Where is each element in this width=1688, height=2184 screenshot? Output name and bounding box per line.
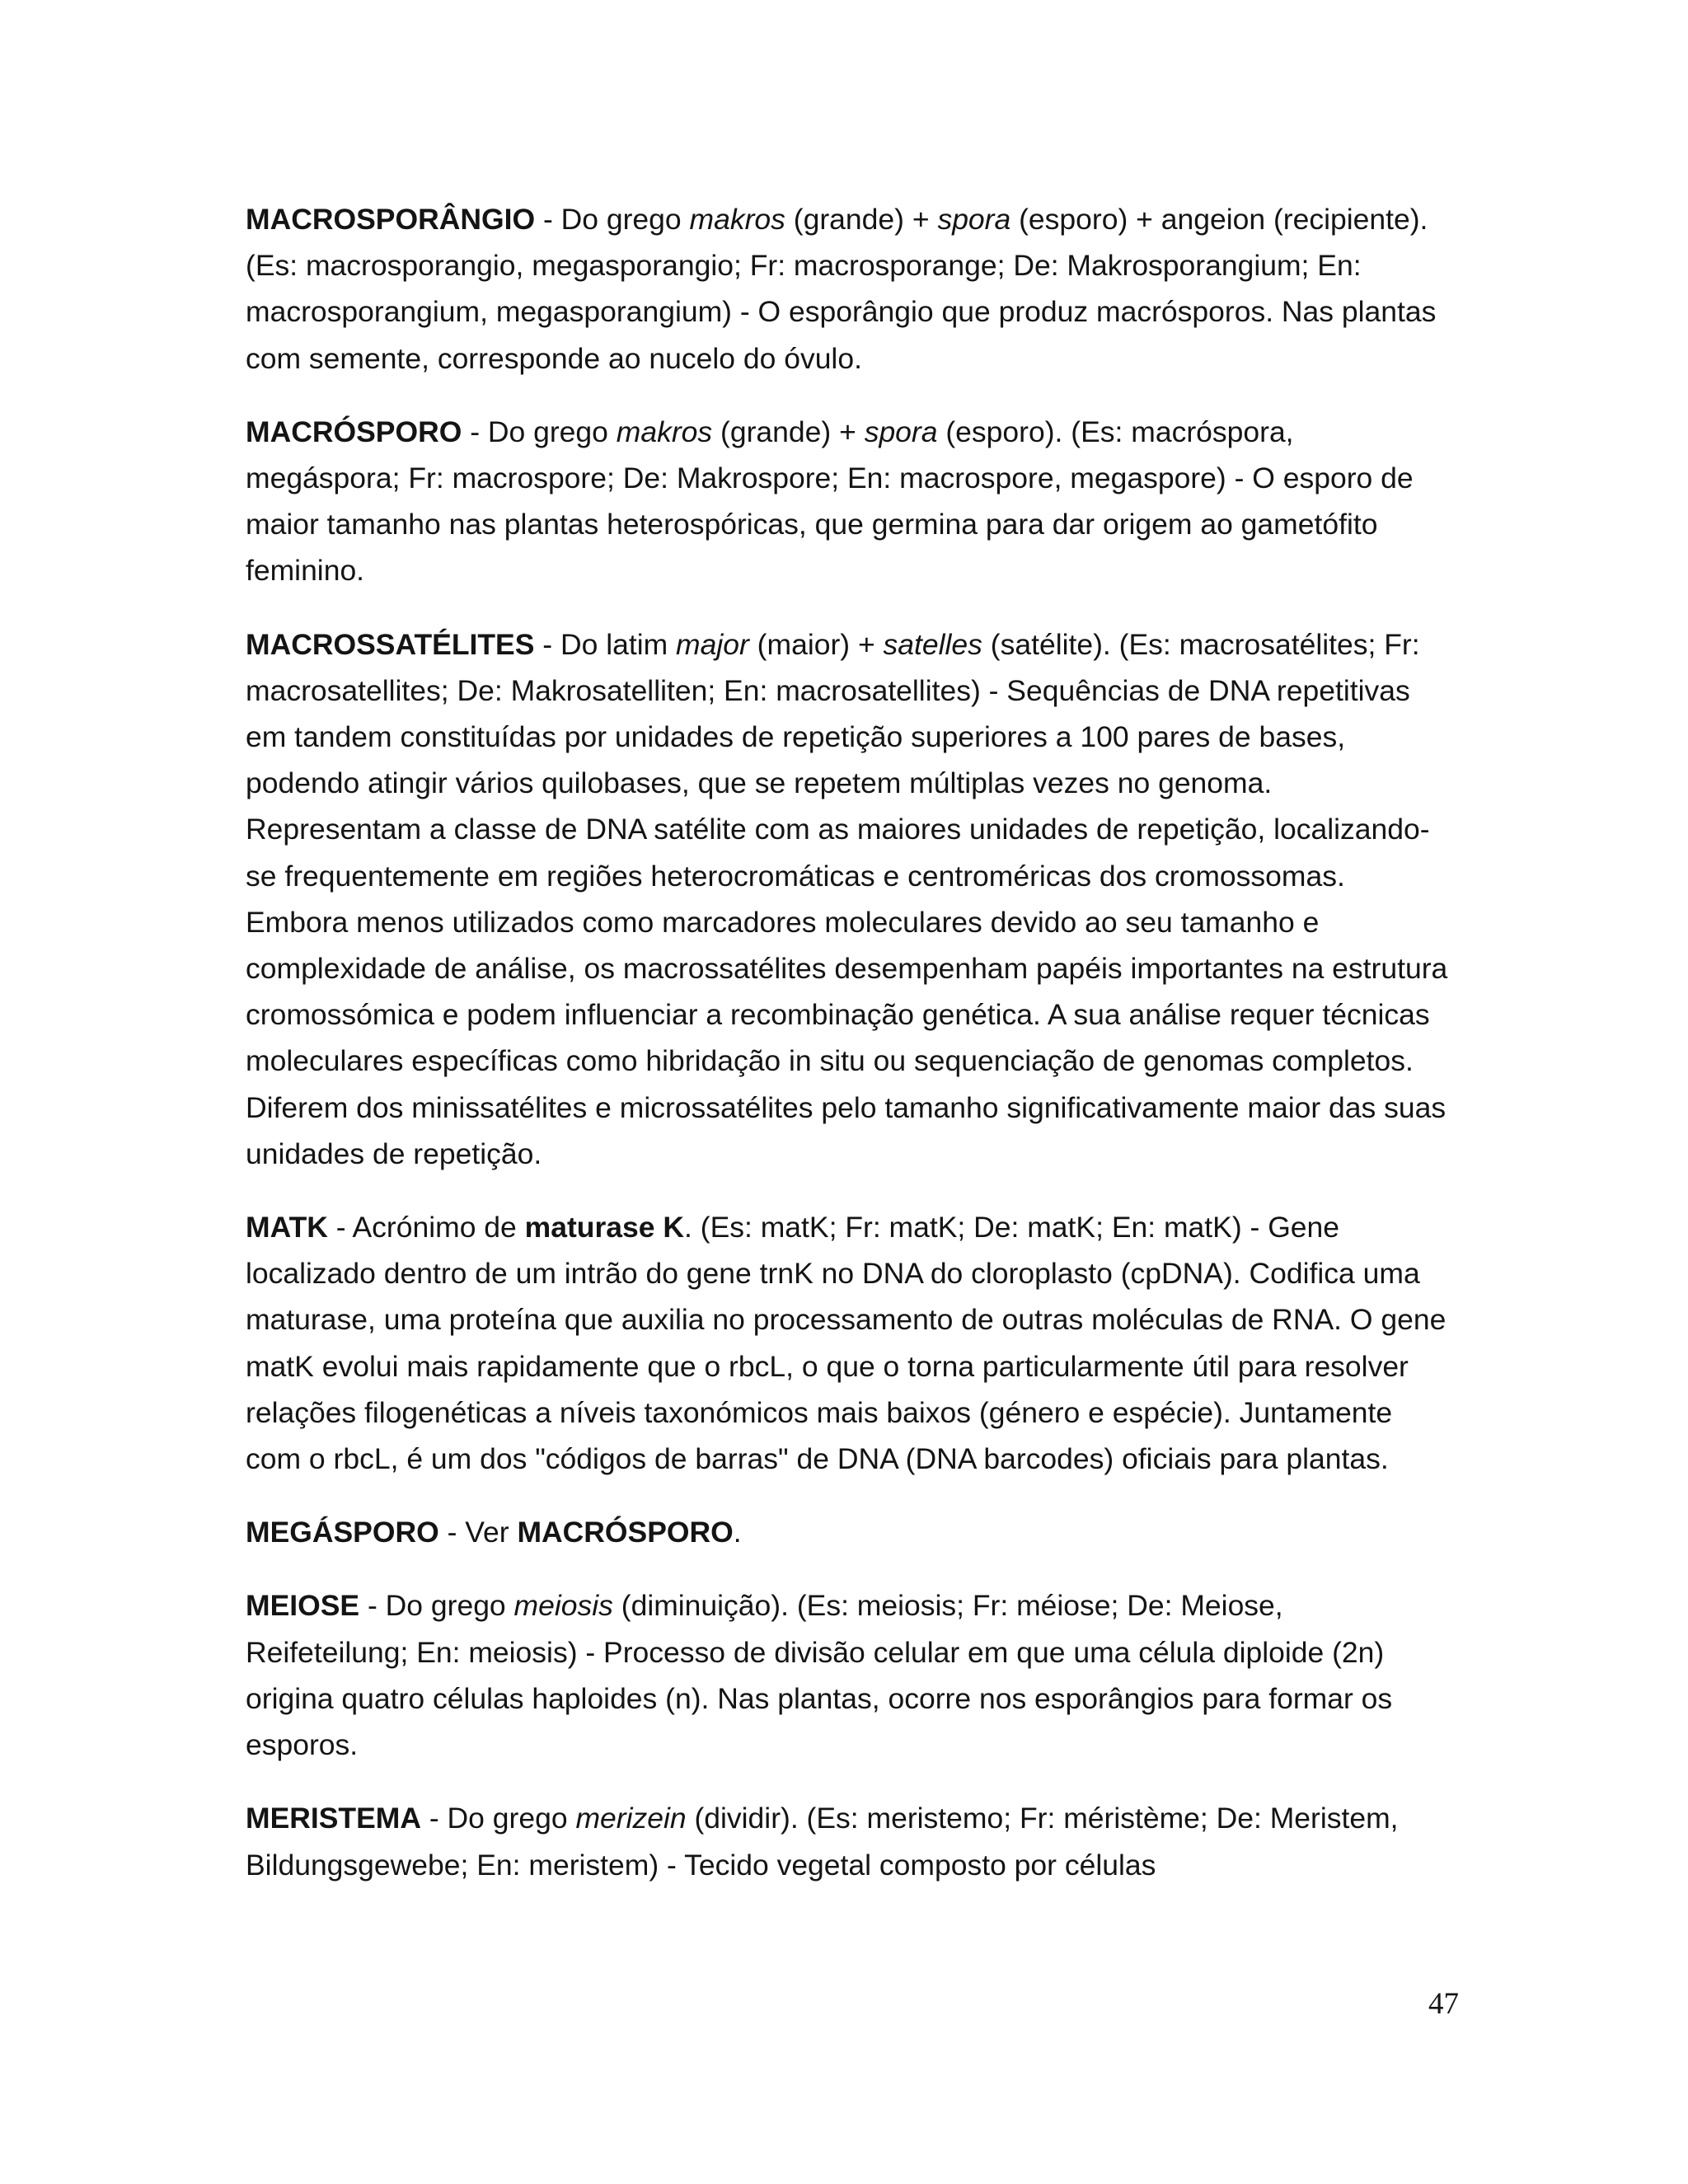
entry-text: - Do grego — [535, 203, 690, 236]
entry-text: (esporo). (Es: macróspora, megáspora; Fr: macrospore; De: Makrospore; En: macrospore, megaspore) - O esporo de maior tamanho nas plantas heterospóricas, que germina para dar origem ao gametófito feminino. — [246, 415, 1414, 588]
entry-text: - Ver — [438, 1516, 518, 1549]
glossary-entry-macrosporo — [246, 409, 1449, 594]
glossary-content — [246, 196, 1449, 1915]
entry-cross-reference: MACRÓSPORO — [517, 1516, 734, 1549]
entry-etymology-italic: major — [676, 627, 749, 661]
entry-text: (grande) + — [785, 203, 938, 236]
entry-term: MACRÓSPORO — [246, 415, 462, 448]
glossary-entry-matk — [246, 1204, 1449, 1482]
glossary-entry-meiose — [246, 1582, 1449, 1768]
glossary-entry-meristema — [246, 1795, 1449, 1887]
entry-term: MEGÁSPORO — [246, 1516, 439, 1549]
entry-etymology-italic: spora — [864, 415, 938, 448]
entry-text: (dividir). (Es: meristemo; Fr: méristème; De: Meristem, Bildungsgewebe; En: meristem) - Tecido vegetal composto por células — [246, 1802, 1399, 1882]
entry-text: (maior) + — [748, 627, 884, 661]
entry-text: (grande) + — [712, 415, 865, 448]
entry-text: (satélite). (Es: macrosatélites; Fr: macrosatellites; De: Makrosatelliten; En: macrosatellites) - Sequências de DNA repetitivas em tandem constituídas por unidades de repetição superiores a 100 pares de bases, podendo atingir vários quilobases, que se repetem múltiplas vezes no genoma. Representam a classe de DNA satélite com as maiores unidades de repetição, localizando-se frequentemente em regiões heterocromáticas e centroméricas dos cromossomas. Embora menos utilizados como marcadores moleculares devido ao seu tamanho e complexidade de análise, os macrossatélites desempenham papéis importantes na estrutura cromossómica e podem influenciar a recombinação genética. A sua análise requer técnicas moleculares específicas como hibridação in situ ou sequenciação de genomas completos. Diferem dos minissatélites e microssatélites pelo tamanho significativamente maior das suas unidades de repetição. — [246, 627, 1448, 1170]
entry-etymology-italic: satelles — [883, 627, 982, 661]
entry-term: MEIOSE — [246, 1589, 360, 1623]
entry-text: - Acrónimo de — [327, 1211, 525, 1244]
entry-etymology-italic: makros — [616, 415, 713, 448]
glossary-entry-macrossatelites — [246, 621, 1449, 1177]
entry-text: . (Es: matK; Fr: matK; De: matK; En: matK) - Gene localizado dentro de um intrão do gene trnK no DNA do cloroplasto (cpDNA). Codifica uma maturase, uma proteína que auxilia no processamento de outras moléculas de RNA. O gene matK evolui mais rapidamente que o rbcL, o que o torna particularmente útil para resolver relações filogenéticas a níveis taxonómicos mais baixos (género e espécie). Juntamente com o rbcL, é um dos "códigos de barras" de DNA (DNA barcodes) oficiais para plantas. — [246, 1211, 1447, 1476]
entry-text: - Do grego — [462, 415, 617, 448]
entry-text: . — [733, 1516, 742, 1549]
entry-etymology-italic: merizein — [575, 1802, 687, 1835]
entry-term: MATK — [246, 1211, 328, 1244]
entry-bold-reference: maturase K — [524, 1211, 685, 1244]
glossary-entry-megasporo — [246, 1509, 1449, 1555]
entry-term: MACROSPORÂNGIO — [246, 203, 536, 236]
glossary-entry-macrosporangio — [246, 196, 1449, 382]
entry-etymology-italic: meiosis — [513, 1589, 613, 1623]
entry-text: (esporo) + angeion (recipiente). (Es: macrosporangio, megasporangio; Fr: macrosporange; De: Makrosporangium; En: macrosporangium, megasporangium) - O esporângio que produz macrósporos. Nas plantas com semente, corresponde ao nucelo do óvulo. — [246, 203, 1437, 375]
entry-etymology-italic: makros — [689, 203, 785, 236]
entry-text: - Do grego — [359, 1589, 514, 1623]
entry-etymology-italic: spora — [937, 203, 1011, 236]
page-number: 47 — [1428, 1987, 1459, 2021]
entry-term: MERISTEMA — [246, 1802, 421, 1835]
entry-text: (diminuição). (Es: meiosis; Fr: méiose; De: Meiose, Reifeteilung; En: meiosis) - Processo de divisão celular em que uma célula diploide (2n) origina quatro células haploides (n). Nas plantas, ocorre nos esporângios para formar os esporos. — [246, 1589, 1393, 1762]
entry-term: MACROSSATÉLITES — [246, 627, 535, 661]
entry-text: - Do grego — [421, 1802, 576, 1835]
entry-text: - Do latim — [534, 627, 677, 661]
